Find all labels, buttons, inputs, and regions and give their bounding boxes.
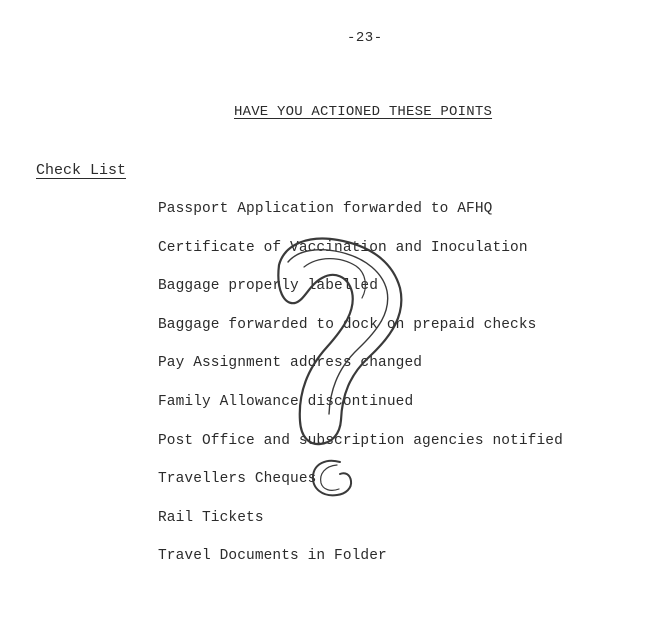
checklist-item: Baggage forwarded to dock on prepaid checks: [158, 316, 537, 333]
checklist-item: Rail Tickets: [158, 509, 264, 526]
checklist-item: Baggage properly labelled: [158, 278, 379, 295]
checklist-item: Family Allowance discontinued: [158, 393, 414, 410]
checklist-item: Post Office and subscription agencies notified: [158, 432, 563, 449]
checklist-item: Travel Documents in Folder: [158, 548, 387, 565]
page-number: -23-: [347, 30, 383, 46]
checklist-title: Check List: [36, 162, 127, 179]
checklist-item: Passport Application forwarded to AFHQ: [158, 201, 493, 217]
checklist-item: Travellers Cheques: [158, 471, 317, 488]
page-heading: HAVE YOU ACTIONED THESE POINTS: [234, 104, 493, 120]
checklist: [158, 199, 563, 585]
checklist-item: Pay Assignment address changed: [158, 355, 423, 372]
checklist-item: Certificate of Vaccination and Inoculation: [158, 239, 528, 256]
